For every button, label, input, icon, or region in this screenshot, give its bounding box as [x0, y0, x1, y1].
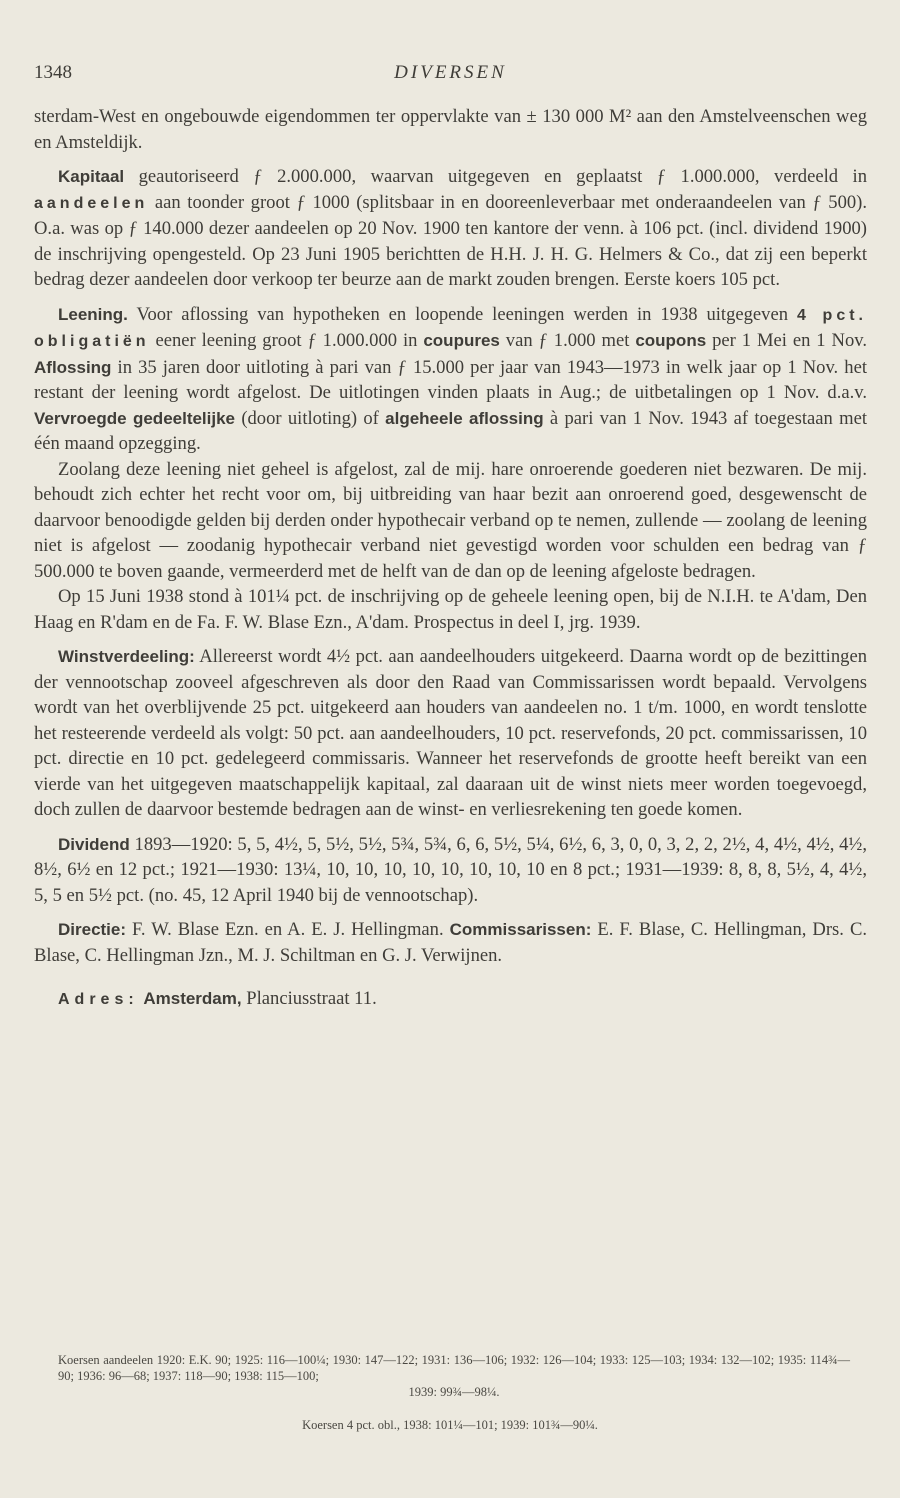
kapitaal-text-1: geautoriseerd ƒ 2.000.000, waarvan uitgegeven en geplaatst ƒ 1.000.000, verdeeld in	[124, 166, 867, 187]
winst-paragraph	[34, 644, 867, 823]
directie-label: Directie:	[58, 920, 127, 939]
winst-label: Winstverdeeling:	[58, 647, 195, 666]
leening-text-4: per 1 Mei en 1 Nov.	[706, 330, 867, 351]
koersen-obligaties: Koersen 4 pct. obl., 1938: 101¼—101; 1939: 101¾—90¼.	[302, 1418, 598, 1432]
kapitaal-spaced: aandeelen	[34, 194, 149, 212]
leening-text-5: in 35 jaren door uitloting à pari van ƒ 15.000 per jaar van 1943—1973 in welk jaar op 1 Nov. het restant der leening wordt afgelost. De uitlotingen vinden plaats in Aug.; de uitbetalingen op 1 Nov. d.a.v.	[34, 356, 867, 403]
leening-label: Leening.	[58, 304, 128, 324]
koersen-aandeelen	[58, 1352, 850, 1400]
coupons-term: coupons	[635, 331, 707, 350]
adres-paragraph	[34, 986, 867, 1013]
leening-text-7: à pari van 1 Nov. 1943 af toegestaan met één maand opzegging.	[34, 407, 867, 454]
adres-label: Adres:	[58, 991, 139, 1008]
directie-text: F. W. Blase Ezn. en A. E. J. Hellingman.	[126, 919, 450, 940]
commissarissen-text: E. F. Blase, C. Hellingman, Drs. C. Blase, C. Hellingman Jzn., M. J. Schiltman en G. J. Verwijnen.	[34, 919, 867, 966]
bestuur-paragraph	[34, 917, 867, 968]
intro-paragraph: sterdam-West en ongebouwde eigendommen ter oppervlakte van ± 130 000 M² aan den Amstelveenschen weg en Amsteldijk.	[34, 106, 867, 153]
leening-paragraph-3: Op 15 Juni 1938 stond à 101¼ pct. de inschrijving op de geheele leening open, bij de N.I.H. te A'dam, Den Haag en R'dam en de Fa. F. W. Blase Ezn., A'dam. Prospectus in deel I, jrg. 1939.	[34, 586, 867, 633]
leening-paragraph	[34, 302, 867, 457]
leening-text-3: van ƒ 1.000 met	[499, 330, 636, 351]
algeheele-term: algeheele aflossing	[385, 408, 544, 428]
leening-text-6: (door uitloting) of	[235, 407, 386, 429]
coupures-term: coupures	[423, 331, 500, 350]
running-head: DIVERSEN	[394, 62, 507, 83]
kapitaal-label: Kapitaal	[58, 167, 125, 186]
winst-text: Allereerst wordt 4½ pct. aan aandeelhouders uitgekeerd. Daarna wordt op de bezittingen der vennootschap zooveel afgeschreven als door den Raad van Commissarissen wordt bepaald. Vervolgens wordt van het overblijvende 25 pct. uitgekeerd aan houders van aandeelen no. 1 t/m. 1000, en wordt tenslotte het resteerende verdeeld als volgt: 50 pct. aan aandeelhouders, 10 pct. reservefonds, 20 pct. commissarissen, 10 pct. directie en 10 pct. gedelegeerd commissaris. Wanneer het reservefonds de grootte heeft bereikt van een vierde van het uitgegeven maatschappelijk kapitaal, zal daaraan uit de winst niets meer worden toegevoegd, doch zullen de daarvoor bestemde bedragen aan de winst- en verliesrekening ten goede komen.	[34, 646, 867, 820]
leening-paragraph-2: Zoolang deze leening niet geheel is afgelost, zal de mij. hare onroerende goederen niet bezwaren. De mij. behoudt zich echter het recht voor om, bij uitbreiding van haar bezit aan onroerend goed, desgewenscht de daarvoor benoodigde gelden bij derden onder hypothecair verband op te nemen, zullende — zoolang de leening niet is afgelost — zoodanig hypothecair verband niet gevestigd worden voor schulden een bedrag van ƒ 500.000 te boven gaande, vermeerderd met de helft van de dan op de leening afgeloste bedragen.	[34, 458, 867, 582]
leening-text-1: Voor aflossing van hypotheken en loopende leeningen werden in 1938 uitgegeven	[127, 303, 797, 325]
kapitaal-paragraph	[34, 164, 867, 293]
koersen-aandeelen-line: Koersen aandeelen 1920: E.K. 90; 1925: 116—100¼; 1930: 147—122; 1931: 136—106; 1932: 126—104; 1933: 125—103; 1934: 132—102; 1935: 114¾—90; 1936: 96—68; 1937: 118—90; 1938: 115—100;	[58, 1353, 850, 1383]
leening-spaced: 4 pct. obligatiën	[34, 306, 867, 350]
adres-street: Planciusstraat 11.	[241, 988, 377, 1009]
kapitaal-text-2: aan toonder groot ƒ 1000 (splitsbaar in en dooreenleverbaar met onderaandeelen van ƒ 500). O.a. was op ƒ 140.000 dezer aandeelen op 20 Nov. 1900 ten kantore der venn. à 106 pct. (incl. dividend 1900) de inschrijving opengesteld. Op 23 Juni 1905 berichtten de H.H. J. H. G. Helmers & Co., dat zij een beperkt bedrag dezer aandeelen door verkoop ter beurze aan de markt zouden brengen. Eerste koers 105 pct.	[34, 191, 867, 290]
page-number: 1348	[34, 62, 72, 83]
page-header	[34, 62, 867, 90]
dividend-label: Dividend	[58, 834, 130, 854]
dividend-paragraph	[34, 832, 867, 909]
body-text	[34, 104, 867, 1013]
leening-text-2: eener leening groot ƒ 1.000.000 in	[149, 330, 424, 351]
adres-city: Amsterdam,	[143, 989, 242, 1008]
dividend-text: 1893—1920: 5, 5, 4½, 5, 5½, 5½, 5¾, 5¾, 6, 6, 5½, 5¼, 6½, 6, 3, 0, 0, 3, 2, 2, 2½, 4, 4½, 4½, 4½, 8½, 6½ en 12 pct.; 1921—1930: 13¼, 10, 10, 10, 10, 10, 10, 10, 10 en 8 pct.; 1931—1939: 8, 8, 8, 5½, 4, 4½, 5, 5 en 5½ pct. (no. 45, 12 April 1940 bij de vennootschap).	[34, 833, 867, 906]
commissarissen-label: Commissarissen:	[449, 920, 592, 939]
vervroegde-term: Vervroegde gedeeltelijke	[34, 408, 236, 428]
aflossing-term: Aflossing	[34, 357, 112, 377]
koersen-aandeelen-line-2: 1939: 99¾—98¼.	[408, 1385, 500, 1399]
